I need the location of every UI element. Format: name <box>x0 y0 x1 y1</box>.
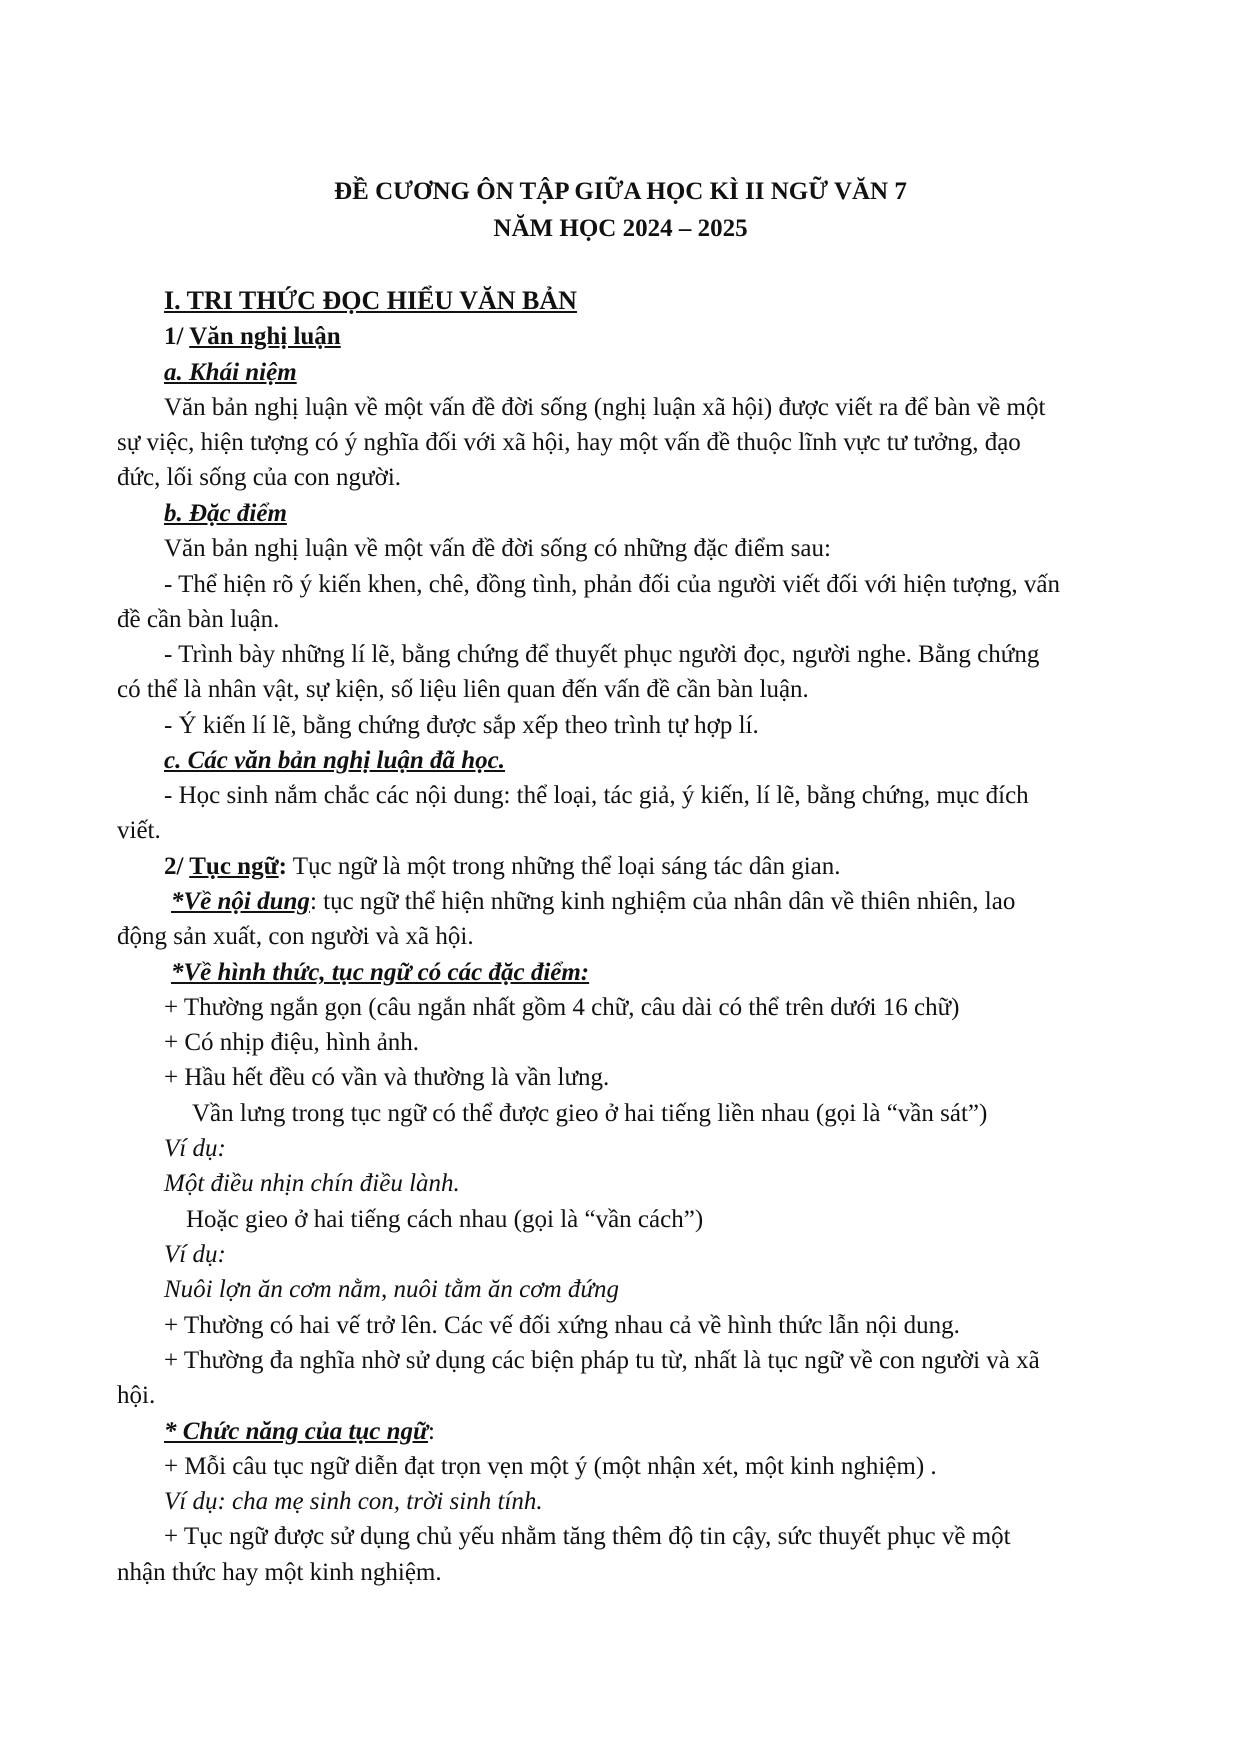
section-heading: I. TRI THỨC ĐỌC HIỂU VĂN BẢN <box>164 286 577 315</box>
paragraph-line: Hoặc gieo ở hai tiếng cách nhau (gọi là “vần cách”) <box>186 1206 704 1233</box>
bullet-line: + Có nhịp điệu, hình ảnh. <box>164 1029 420 1056</box>
paragraph-line: đức, lối sống của con người. <box>117 464 402 491</box>
example-label: Ví dụ: <box>164 1241 226 1268</box>
form-heading: *Về hình thức, tục ngữ có các đặc điểm: <box>171 959 590 986</box>
bullet-line: + Tục ngữ được sử dụng chủ yếu nhằm tăng thêm độ tin cậy, sức thuyết phục về một <box>164 1523 1011 1550</box>
bullet-line: + Thường đa nghĩa nhờ sử dụng các biện pháp tu từ, nhất là tục ngữ về con người và xã <box>164 1347 1040 1374</box>
paragraph-line: Vần lưng trong tục ngữ có thể được gieo ở hai tiếng liền nhau (gọi là “vần sát”) <box>192 1100 988 1127</box>
paragraph-line: đề cần bàn luận. <box>117 606 280 633</box>
paragraph-line: - Trình bày những lí lẽ, bằng chứng để thuyết phục người đọc, người nghe. Bằng chứng <box>164 641 1040 668</box>
part-a-heading: a. Khái niệm <box>164 359 297 386</box>
function-heading <box>164 1417 435 1447</box>
function-colon: : <box>428 1418 435 1445</box>
bullet-line: + Thường có hai vế trở lên. Các vế đối xứng nhau cả về hình thức lẫn nội dung. <box>164 1312 960 1339</box>
content-label: *Về nội dung <box>171 888 310 915</box>
paragraph-line: có thể là nhân vật, sự kiện, số liệu liên quan đến vấn đề cần bàn luận. <box>117 676 809 703</box>
paragraph-line: sự việc, hiện tượng có ý nghĩa đối với xã hội, hay một vấn đề thuộc lĩnh vực tư tưởng, đạo <box>117 429 1021 456</box>
paragraph-line: hội. <box>117 1382 156 1409</box>
paragraph-line: viết. <box>117 817 161 844</box>
paragraph-line: động sản xuất, con người và xã hội. <box>117 923 474 950</box>
bullet-line: + Thường ngắn gọn (câu ngắn nhất gồm 4 chữ, câu dài có thể trên dưới 16 chữ) <box>164 994 960 1021</box>
bullet-line: + Mỗi câu tục ngữ diễn đạt trọn vẹn một ý (một nhận xét, một kinh nghiệm) . <box>164 1453 937 1480</box>
paragraph-line: - Thể hiện rõ ý kiến khen, chê, đồng tình, phản đối của người viết đối với hiện tượng, vấn <box>164 571 1060 598</box>
subsection-2-number: 2/ <box>164 853 190 880</box>
bullet-line: + Hầu hết đều có vần và thường là vần lưng. <box>164 1064 610 1091</box>
subsection-2-title: Tục ngữ <box>189 853 279 880</box>
example-text: Nuôi lợn ăn cơm nằm, nuôi tằm ăn cơm đứng <box>164 1276 620 1303</box>
paragraph-line: - Ý kiến lí lẽ, bằng chứng được sắp xếp theo trình tự hợp lí. <box>164 712 759 739</box>
subsection-2-text: Tục ngữ là một trong những thể loại sáng tác dân gian. <box>286 853 841 880</box>
paragraph-line: Văn bản nghị luận về một vấn đề đời sống (nghị luận xã hội) được viết ra để bàn về một <box>164 394 1046 421</box>
paragraph-line: nhận thức hay một kinh nghiệm. <box>117 1559 442 1586</box>
subsection-1-title: Văn nghị luận <box>189 323 341 350</box>
subsection-1-heading <box>164 322 341 352</box>
paragraph-line: - Học sinh nắm chắc các nội dung: thể loại, tác giả, ý kiến, lí lẽ, bằng chứng, mục đích <box>164 782 1029 809</box>
subsection-2-line <box>164 852 841 882</box>
subsection-1-number: 1/ <box>164 323 190 350</box>
paragraph-line: Văn bản nghị luận về một vấn đề đời sống có những đặc điểm sau: <box>164 535 831 562</box>
part-b-heading: b. Đặc điểm <box>164 500 287 527</box>
example-text: Một điều nhịn chín điều lành. <box>164 1170 460 1197</box>
subsection-2-colon: : <box>278 853 287 880</box>
content-line <box>171 887 1015 917</box>
document-title: ĐỀ CƯƠNG ÔN TẬP GIỮA HỌC KÌ II NGỮ VĂN 7 <box>334 178 907 205</box>
function-label: * Chức năng của tục ngữ <box>164 1418 429 1445</box>
example-label: Ví dụ: <box>164 1135 226 1162</box>
school-year: NĂM HỌC 2024 – 2025 <box>493 215 748 242</box>
part-c-heading: c. Các văn bản nghị luận đã học. <box>164 747 506 774</box>
example-text: Ví dụ: cha mẹ sinh con, trời sinh tính. <box>164 1488 543 1515</box>
content-text: : tục ngữ thể hiện những kinh nghiệm của nhân dân về thiên nhiên, lao <box>309 888 1016 915</box>
